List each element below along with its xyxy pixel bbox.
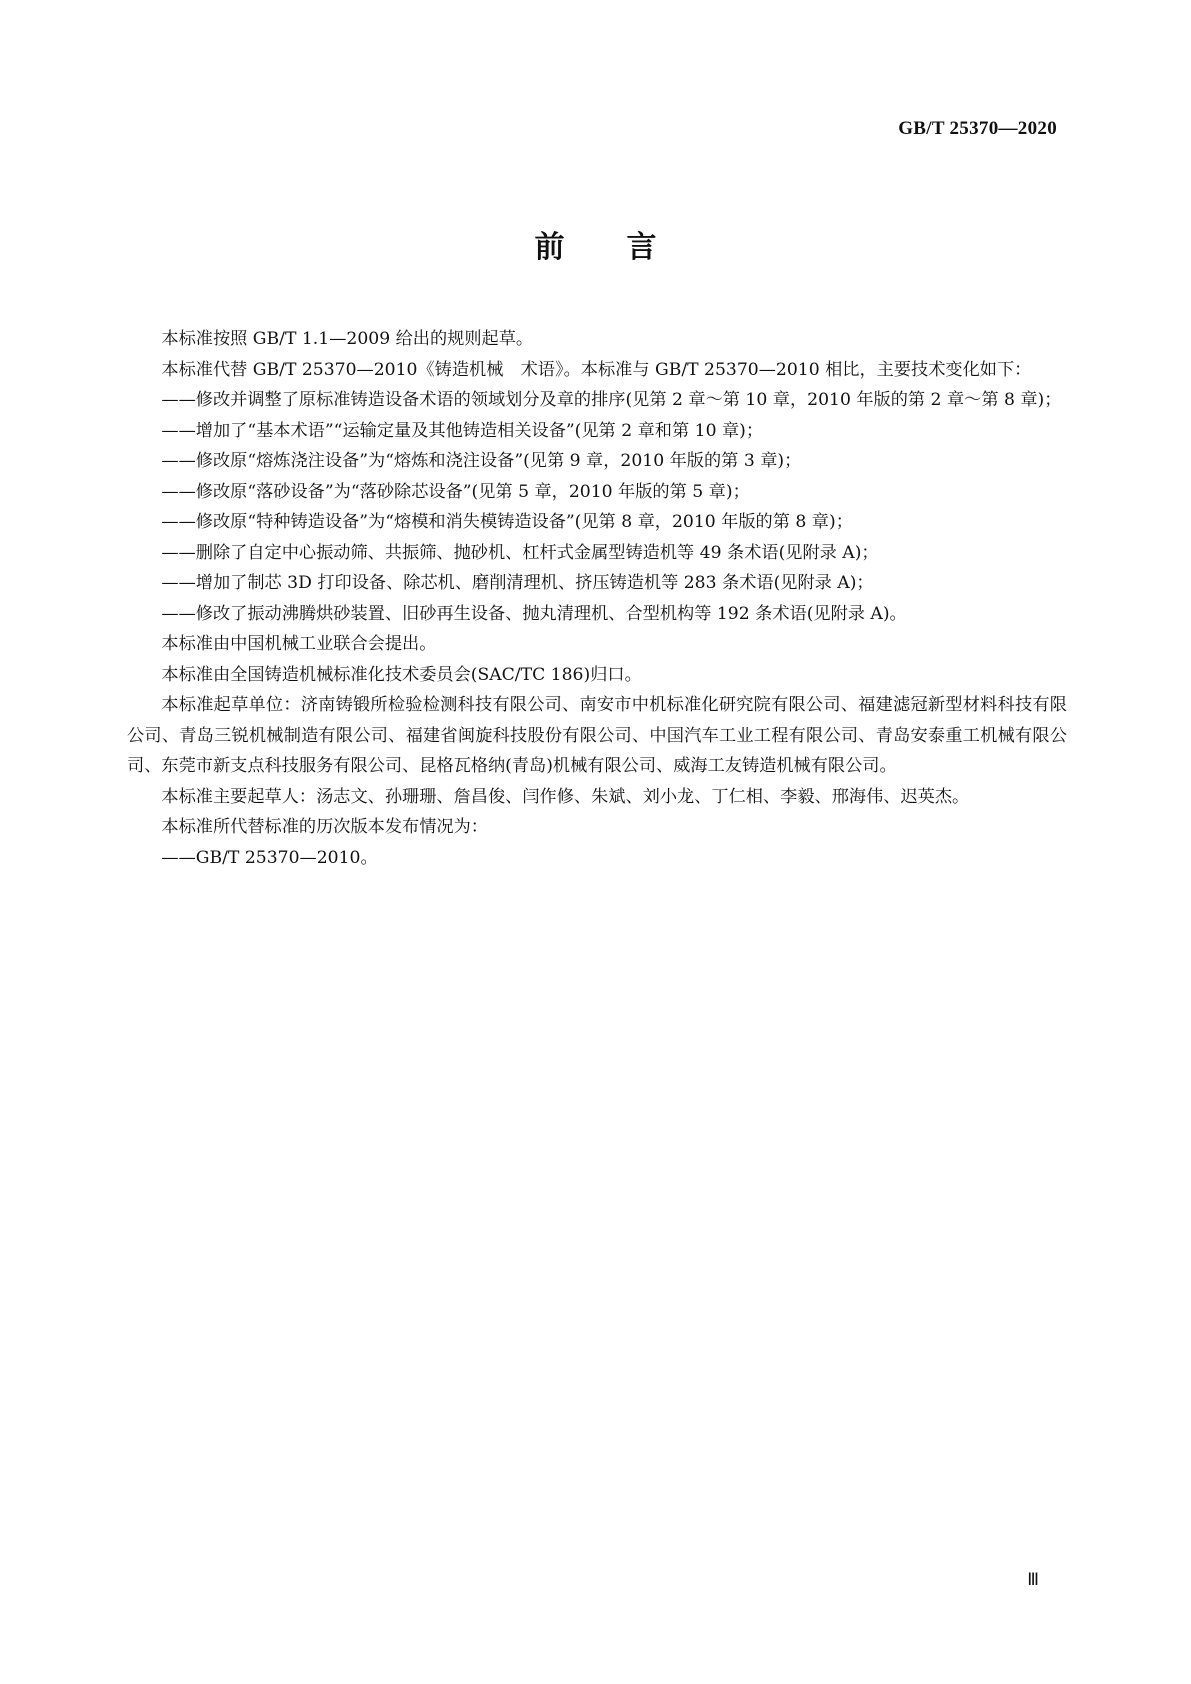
paragraph-drafting-rules: 本标准按照 GB/T 1.1—2009 给出的规则起草。	[161, 329, 534, 349]
change-item: ——增加了制芯 3D 打印设备、除芯机、磨削清理机、挤压铸造机等 283 条术语(见附录 A)；	[161, 573, 874, 593]
change-item: ——删除了自定中心振动筛、共振筛、抛砂机、杠杆式金属型铸造机等 49 条术语(见附录 A)；	[161, 542, 879, 563]
standard-code: GB/T 25370—2020	[898, 118, 1057, 139]
paragraph-drafting-units: 本标准起草单位：济南铸锻所检验检测科技有限公司、南安市中机标准化研究院有限公司、福建滤冠新型材料科技有限公司、青岛三锐机械制造有限公司、福建省闽旋科技股份有限公司、中国汽车工业工程有限公司、青岛安泰重工机械有限公司、东莞市新支点科技服务有限公司、昆格瓦格纳(青岛)机械有限公司、威海工友铸造机械有限公司。	[127, 695, 1067, 776]
page-number: Ⅲ	[1027, 1570, 1039, 1589]
paragraph-proposer: 本标准由中国机械工业联合会提出。	[161, 634, 437, 654]
previous-edition-item: ——GB/T 25370—2010。	[161, 847, 378, 868]
paragraph-drafters: 本标准主要起草人：汤志文、孙珊珊、詹昌俊、闫作修、朱斌、刘小龙、丁仁相、李毅、邢海伟、迟英杰。	[161, 786, 970, 807]
change-item: ——修改原“特种铸造设备”为“熔模和消失模铸造设备”(见第 8 章，2010 年版的第 8 章)；	[161, 512, 853, 532]
change-item: ——修改并调整了原标准铸造设备术语的领域划分及章的排序(见第 2 章～第 10 章，2010 年版的第 2 章～第 8 章)；	[161, 390, 1062, 410]
paragraph-committee: 本标准由全国铸造机械标准化技术委员会(SAC/TC 186)归口。	[161, 664, 642, 685]
paragraph-previous-editions: 本标准所代替标准的历次版本发布情况为：	[161, 817, 488, 837]
change-item: ——修改原“熔炼浇注设备”为“熔炼和浇注设备”(见第 9 章，2010 年版的第 3 章)；	[161, 451, 802, 471]
page-title: 前言	[534, 230, 719, 265]
change-item: ——增加了“基本术语”“运输定量及其他铸造相关设备”(见第 2 章和第 10 章)；	[161, 420, 764, 441]
change-item: ——修改原“落砂设备”为“落砂除芯设备”(见第 5 章，2010 年版的第 5 章)；	[161, 481, 750, 502]
foreword-body	[127, 324, 1067, 873]
change-item: ——修改了振动沸腾烘砂装置、旧砂再生设备、抛丸清理机、合型机构等 192 条术语(见附录 A)。	[161, 603, 907, 624]
paragraph-replacement: 本标准代替 GB/T 25370—2010《铸造机械 术语》。本标准与 GB/T 25370—2010 相比，主要技术变化如下：	[161, 359, 1032, 380]
